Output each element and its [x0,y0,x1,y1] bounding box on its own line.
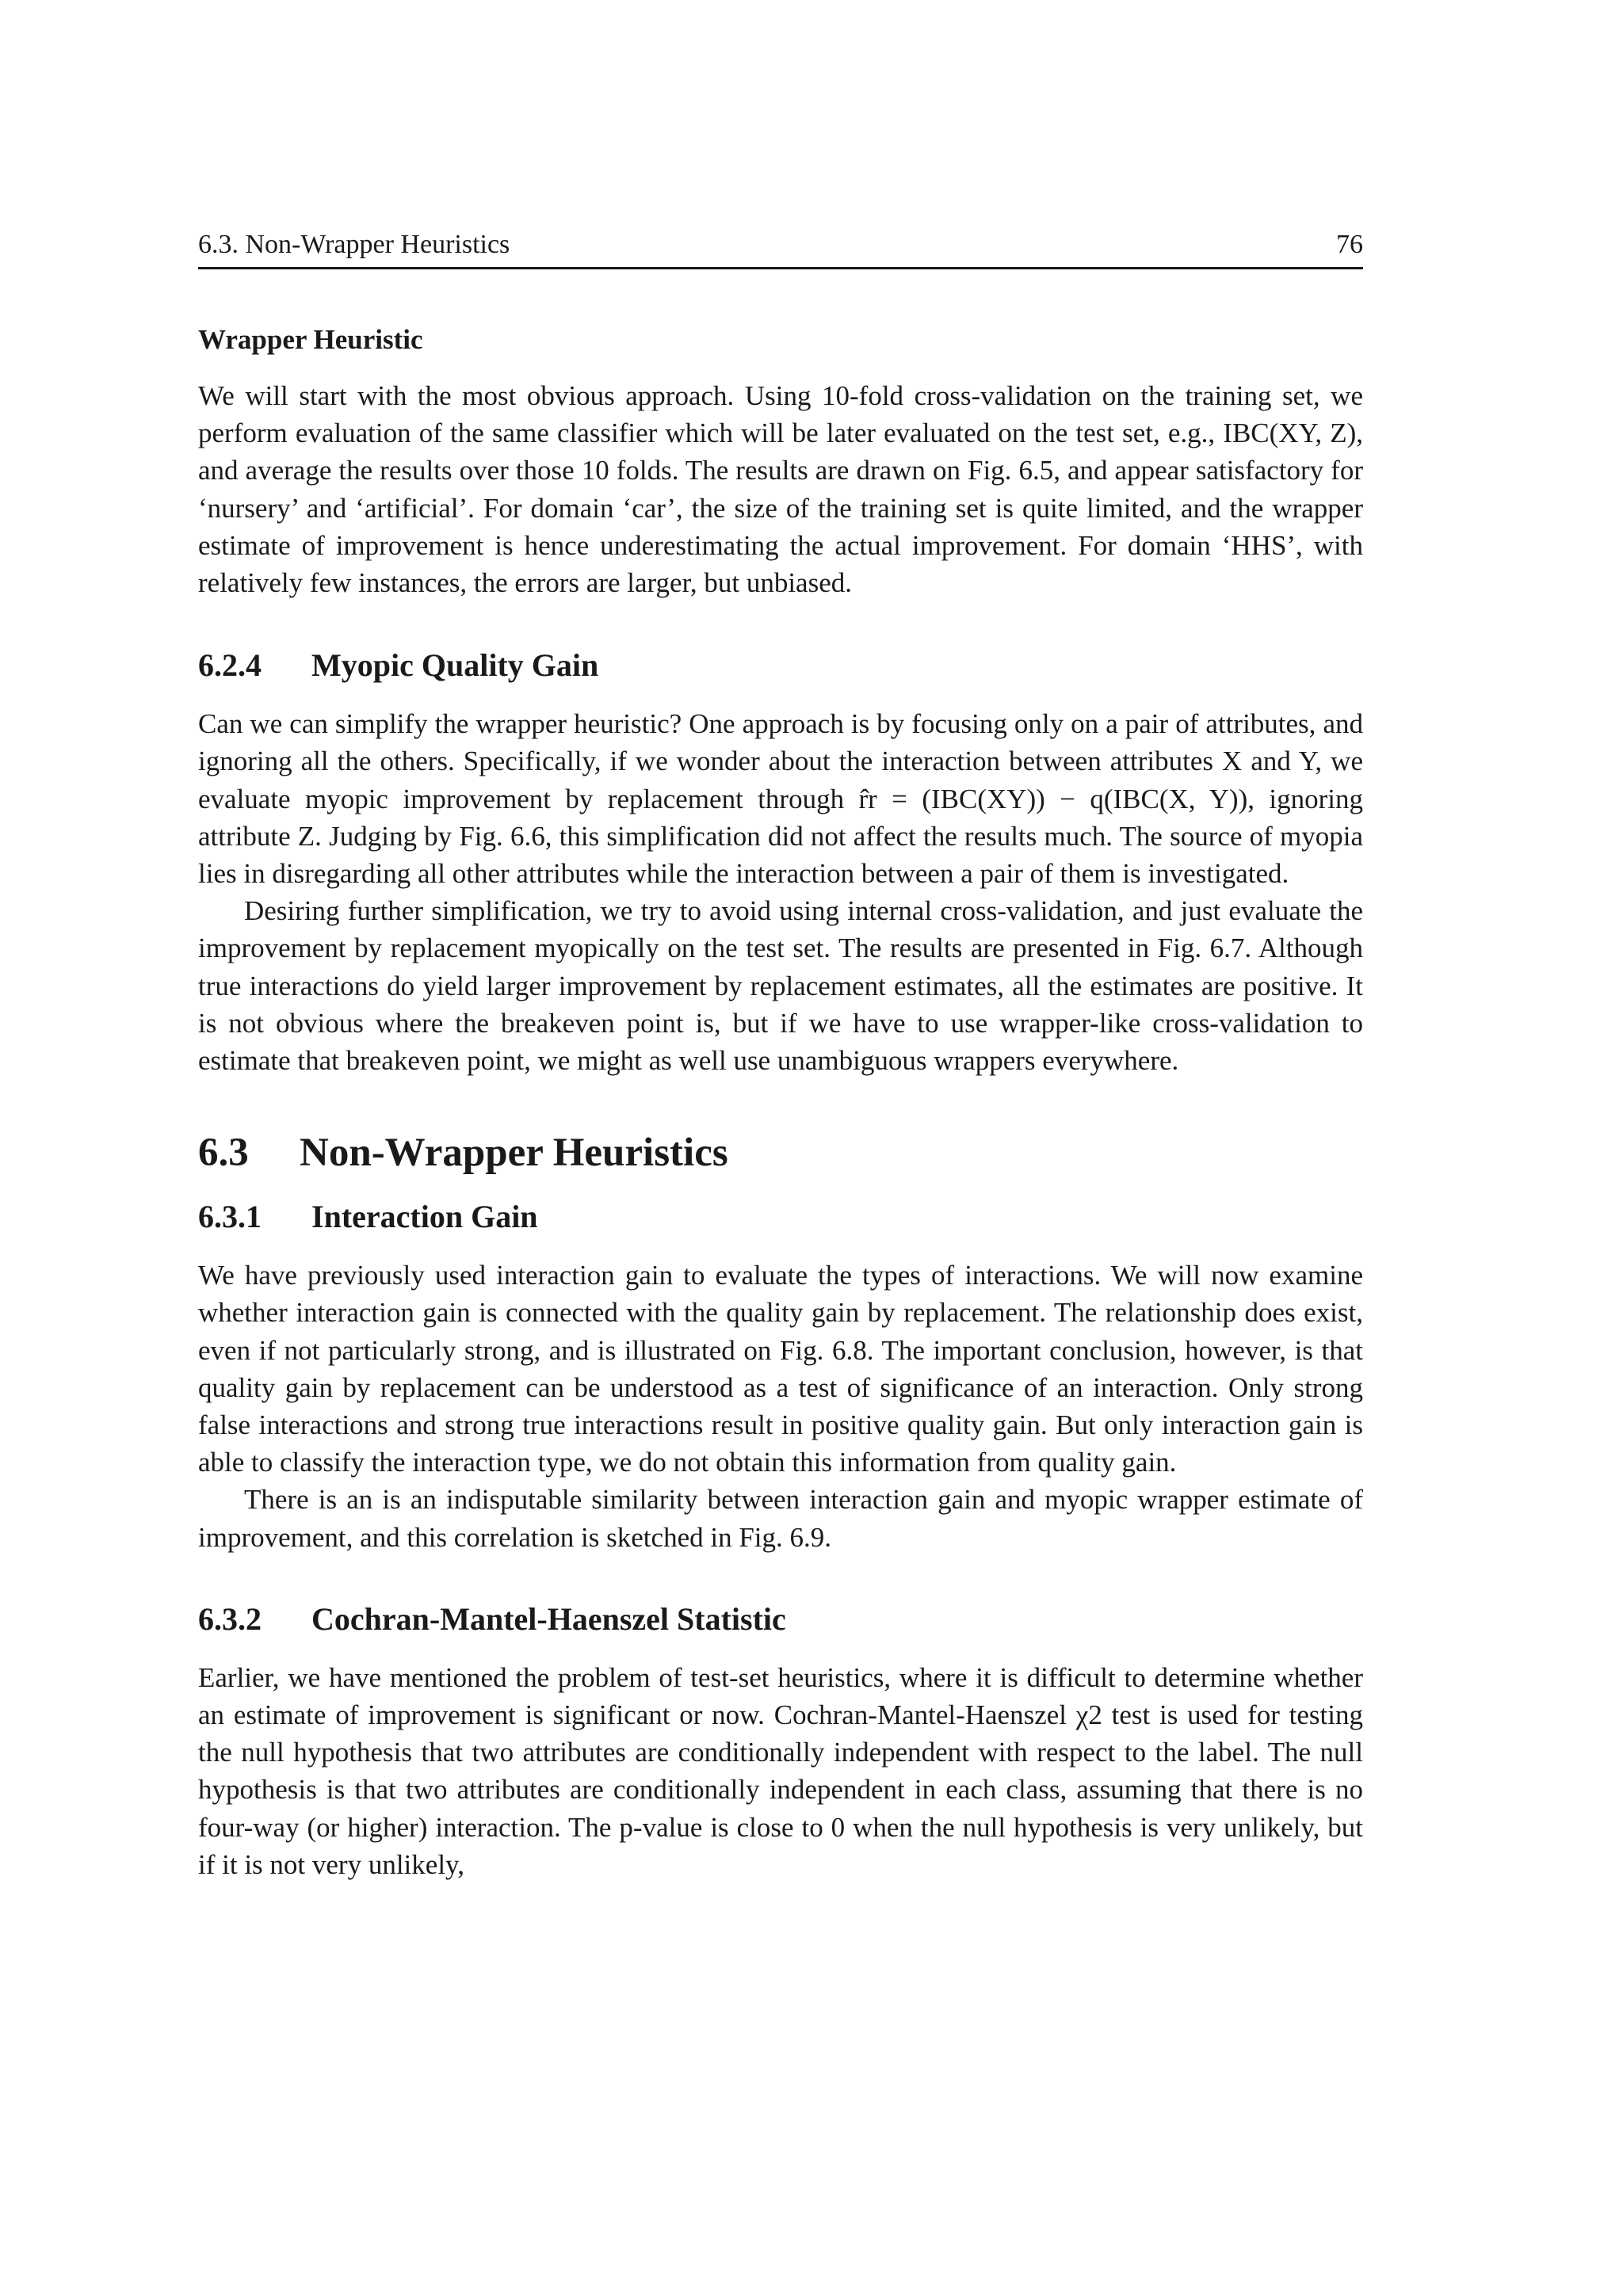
section-heading-6-3 [198,1128,1363,1177]
paragraph-cmh-statistic: Earlier, we have mentioned the problem of test-set heuristics, where it is difficult to determine whether an estimate of improvement is significant or now. Cochran-Mantel-Haenszel χ2 test is used for testing the null hypothesis that two attributes are conditionally independent with respect to the label. The null hypothesis is that two attributes are conditionally independent in each class, assuming that there is no four-way (or higher) interaction. The p-value is close to 0 when the null hypothesis is very unlikely, but if it is not very unlikely, [198,1661,1363,1880]
subsection-number: 6.3.1 [198,1199,262,1235]
subsection-heading-6-3-1 [198,1196,1363,1238]
section-number: 6.3 [198,1131,249,1176]
subsection-number: 6.2.4 [198,647,262,684]
page-number: 76 [1336,230,1363,259]
subsection-title: Interaction Gain [311,1199,538,1235]
page-body [198,321,1363,1883]
paragraph-myopic-1: Can we can simplify the wrapper heuristic? One approach is by focusing only on a pair of attributes, and ignoring all the others. Specifically, if we wonder about the interaction between attributes X and Y, we evaluate myopic improvement by replacement through r̂r = (IBC(XY)) − q(IBC(X, Y)), ignoring attribute Z. Judging by Fig. 6.6, this simplification did not affect the results much. The source of myopia lies in disregarding all other attributes while the interaction between a pair of them is investigated. [198,708,1363,890]
section-title: Non-Wrapper Heuristics [300,1131,728,1176]
paragraph-interaction-gain-2: There is an is an indisputable similarity between interaction gain and myopic wrapper estimate of improvement, and this correlation is sketched in Fig. 6.9. [198,1484,1363,1553]
subsection-heading-6-3-2 [198,1599,1363,1640]
paragraph-heading-wrapper-heuristic: Wrapper Heuristic [198,324,423,355]
running-header-title: 6.3. Non-Wrapper Heuristics [198,230,510,259]
paragraph-myopic-2: Desiring further simplification, we try to avoid using internal cross-validation, and just evaluate the improvement by replacement myopically on the test set. The results are presented in Fig. 6.7. Although true interactions do yield larger improvement by replacement estimates, all the estimates are positive. It is not obvious where the breakeven point is, but if we have to use wrapper-like cross-validation to estimate that breakeven point, we might as well use unambiguous wrappers everywhere. [198,895,1363,1077]
subsection-heading-6-2-4 [198,645,1363,686]
paragraph-interaction-gain-1: We have previously used interaction gain to evaluate the types of interactions. We will now examine whether interaction gain is connected with the quality gain by replacement. The relationship does exist, even if not particularly strong, and is illustrated on Fig. 6.8. The important conclusion, however, is that quality gain by replacement can be understood as a test of significance of an interaction. Only strong false interactions and strong true interactions result in positive quality gain. But only interaction gain is able to classify the interaction type, we do not obtain this information from quality gain. [198,1260,1363,1478]
subsection-number: 6.3.2 [198,1600,262,1637]
subsection-title: Cochran-Mantel-Haenszel Statistic [311,1600,786,1637]
paragraph-wrapper-heuristic: We will start with the most obvious approach. Using 10-fold cross-validation on the training set, we perform evaluation of the same classifier which will be later evaluated on the test set, e.g., IBC(XY, Z), and average the results over those 10 folds. The results are drawn on Fig. 6.5, and appear satisfactory for ‘nursery’ and ‘artificial’. For domain ‘car’, the size of the training set is quite limited, and the wrapper estimate of improvement is hence underestimating the actual improvement. For domain ‘HHS’, with relatively few instances, the errors are larger, but unbiased. [198,380,1363,599]
running-header [198,227,1363,269]
subsection-title: Myopic Quality Gain [311,647,599,684]
